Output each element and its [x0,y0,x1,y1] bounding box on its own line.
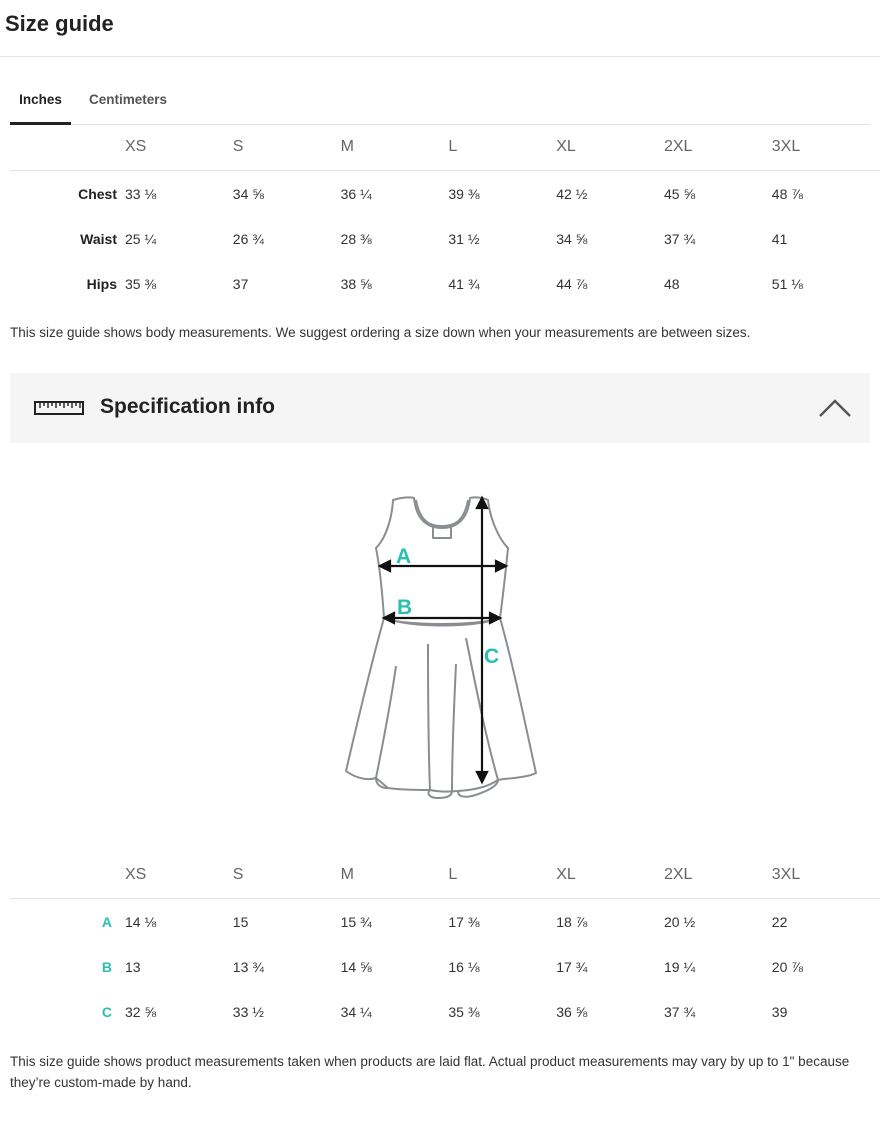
table-cell: 35 ⅜ [125,275,157,292]
table-row [10,944,880,989]
table-cell: 35 ⅜ [448,1003,480,1020]
size-header: 2XL [664,852,772,899]
table-cell: 37 ¾ [663,1003,696,1020]
row-label: B [101,958,112,975]
table-cell: 13 [125,958,141,975]
body-measurements-table [10,124,880,306]
size-header: S [233,124,341,171]
size-header: 2XL [664,124,772,171]
table-cell: 34 ⅝ [556,230,588,247]
table-cell: 19 ¼ [663,958,696,975]
table-row [10,171,880,217]
table-cell: 37 ¾ [663,230,696,247]
size-header: XL [556,124,664,171]
corner-cell [10,852,125,899]
row-label: Waist [80,230,117,247]
row-label: Chest [78,185,117,202]
table-cell: 51 ⅛ [771,275,803,292]
table-cell: 42 ½ [556,185,588,202]
size-header: M [341,852,449,899]
row-label: C [101,1003,112,1020]
table-cell: 34 ¼ [340,1003,372,1020]
table-cell: 25 ¼ [125,230,157,247]
table-cell: 15 ¾ [340,913,372,930]
table-cell: 15 [232,913,249,930]
table-cell: 48 ⅞ [771,185,803,202]
diagram-label-c: C [484,645,500,668]
table-cell: 17 ⅜ [448,913,480,930]
table-cell: 31 ½ [448,230,480,247]
chevron-up-icon[interactable] [818,397,852,424]
table-cell: 20 ⅞ [771,958,803,975]
table-cell: 33 ½ [232,1003,264,1020]
table-cell: 39 ⅜ [448,185,480,202]
table-cell: 32 ⅝ [125,1003,157,1020]
table-cell: 36 ⅝ [556,1003,588,1020]
table-row [10,261,880,306]
ruler-icon [34,401,84,420]
table-cell: 44 ⅞ [556,275,588,292]
table-cell: 38 ⅝ [340,275,372,292]
table-cell: 17 ¾ [556,958,588,975]
diagram-label-a: A [396,545,412,568]
size-guide-header [0,0,880,57]
page-title: Size guide [5,11,114,36]
table-cell: 33 ⅛ [125,185,157,202]
table-cell: 41 [771,230,788,247]
table-cell: 37 [232,275,249,292]
table-cell: 20 ½ [663,913,696,930]
table-cell: 22 [771,913,788,930]
table-cell: 28 ⅜ [340,230,372,247]
row-label: Hips [86,275,117,292]
corner-cell [10,124,125,171]
dress-measurement-diagram [330,488,550,813]
tab-inches[interactable]: Inches [10,82,71,125]
table-cell: 13 ¾ [232,958,264,975]
specification-info-toggle[interactable] [10,373,870,443]
table-cell: 26 ¾ [232,230,264,247]
size-header: XS [125,852,233,899]
table-row [10,216,880,261]
size-header: L [448,852,556,899]
table-cell: 18 ⅞ [556,913,588,930]
tab-centimeters[interactable]: Centimeters [89,92,168,107]
diagram-label-b: B [397,596,413,619]
table-row [10,989,880,1034]
size-header: S [233,852,341,899]
table-cell: 48 [663,275,680,292]
size-header-row [10,124,880,171]
body-measurement-note: This size guide shows body measurements. We suggest ordering a size down when your measurements are between sizes. [10,325,751,340]
size-header: M [341,124,449,171]
product-measurements-table [10,852,880,1034]
size-header: XS [125,124,233,171]
size-header: L [448,124,556,171]
specification-info-title: Specification info [100,395,276,418]
size-header: 3XL [772,124,880,171]
size-header: XL [556,852,664,899]
row-label: A [101,913,112,930]
table-cell: 41 ¾ [448,275,480,292]
table-cell: 16 ⅛ [448,958,480,975]
table-cell: 14 ⅝ [340,958,372,975]
size-header-row [10,852,880,899]
size-header: 3XL [772,852,880,899]
table-cell: 14 ⅛ [125,913,157,930]
product-measurement-note: This size guide shows product measurements taken when products are laid flat. Actual product measurements may vary by up to 1" because they’re custom-made by hand. [10,1054,850,1090]
table-row [10,899,880,945]
table-cell: 39 [771,1003,788,1020]
table-cell: 36 ¼ [340,185,372,202]
table-cell: 34 ⅝ [232,185,264,202]
unit-tabs [10,82,870,125]
table-cell: 45 ⅝ [663,185,696,202]
